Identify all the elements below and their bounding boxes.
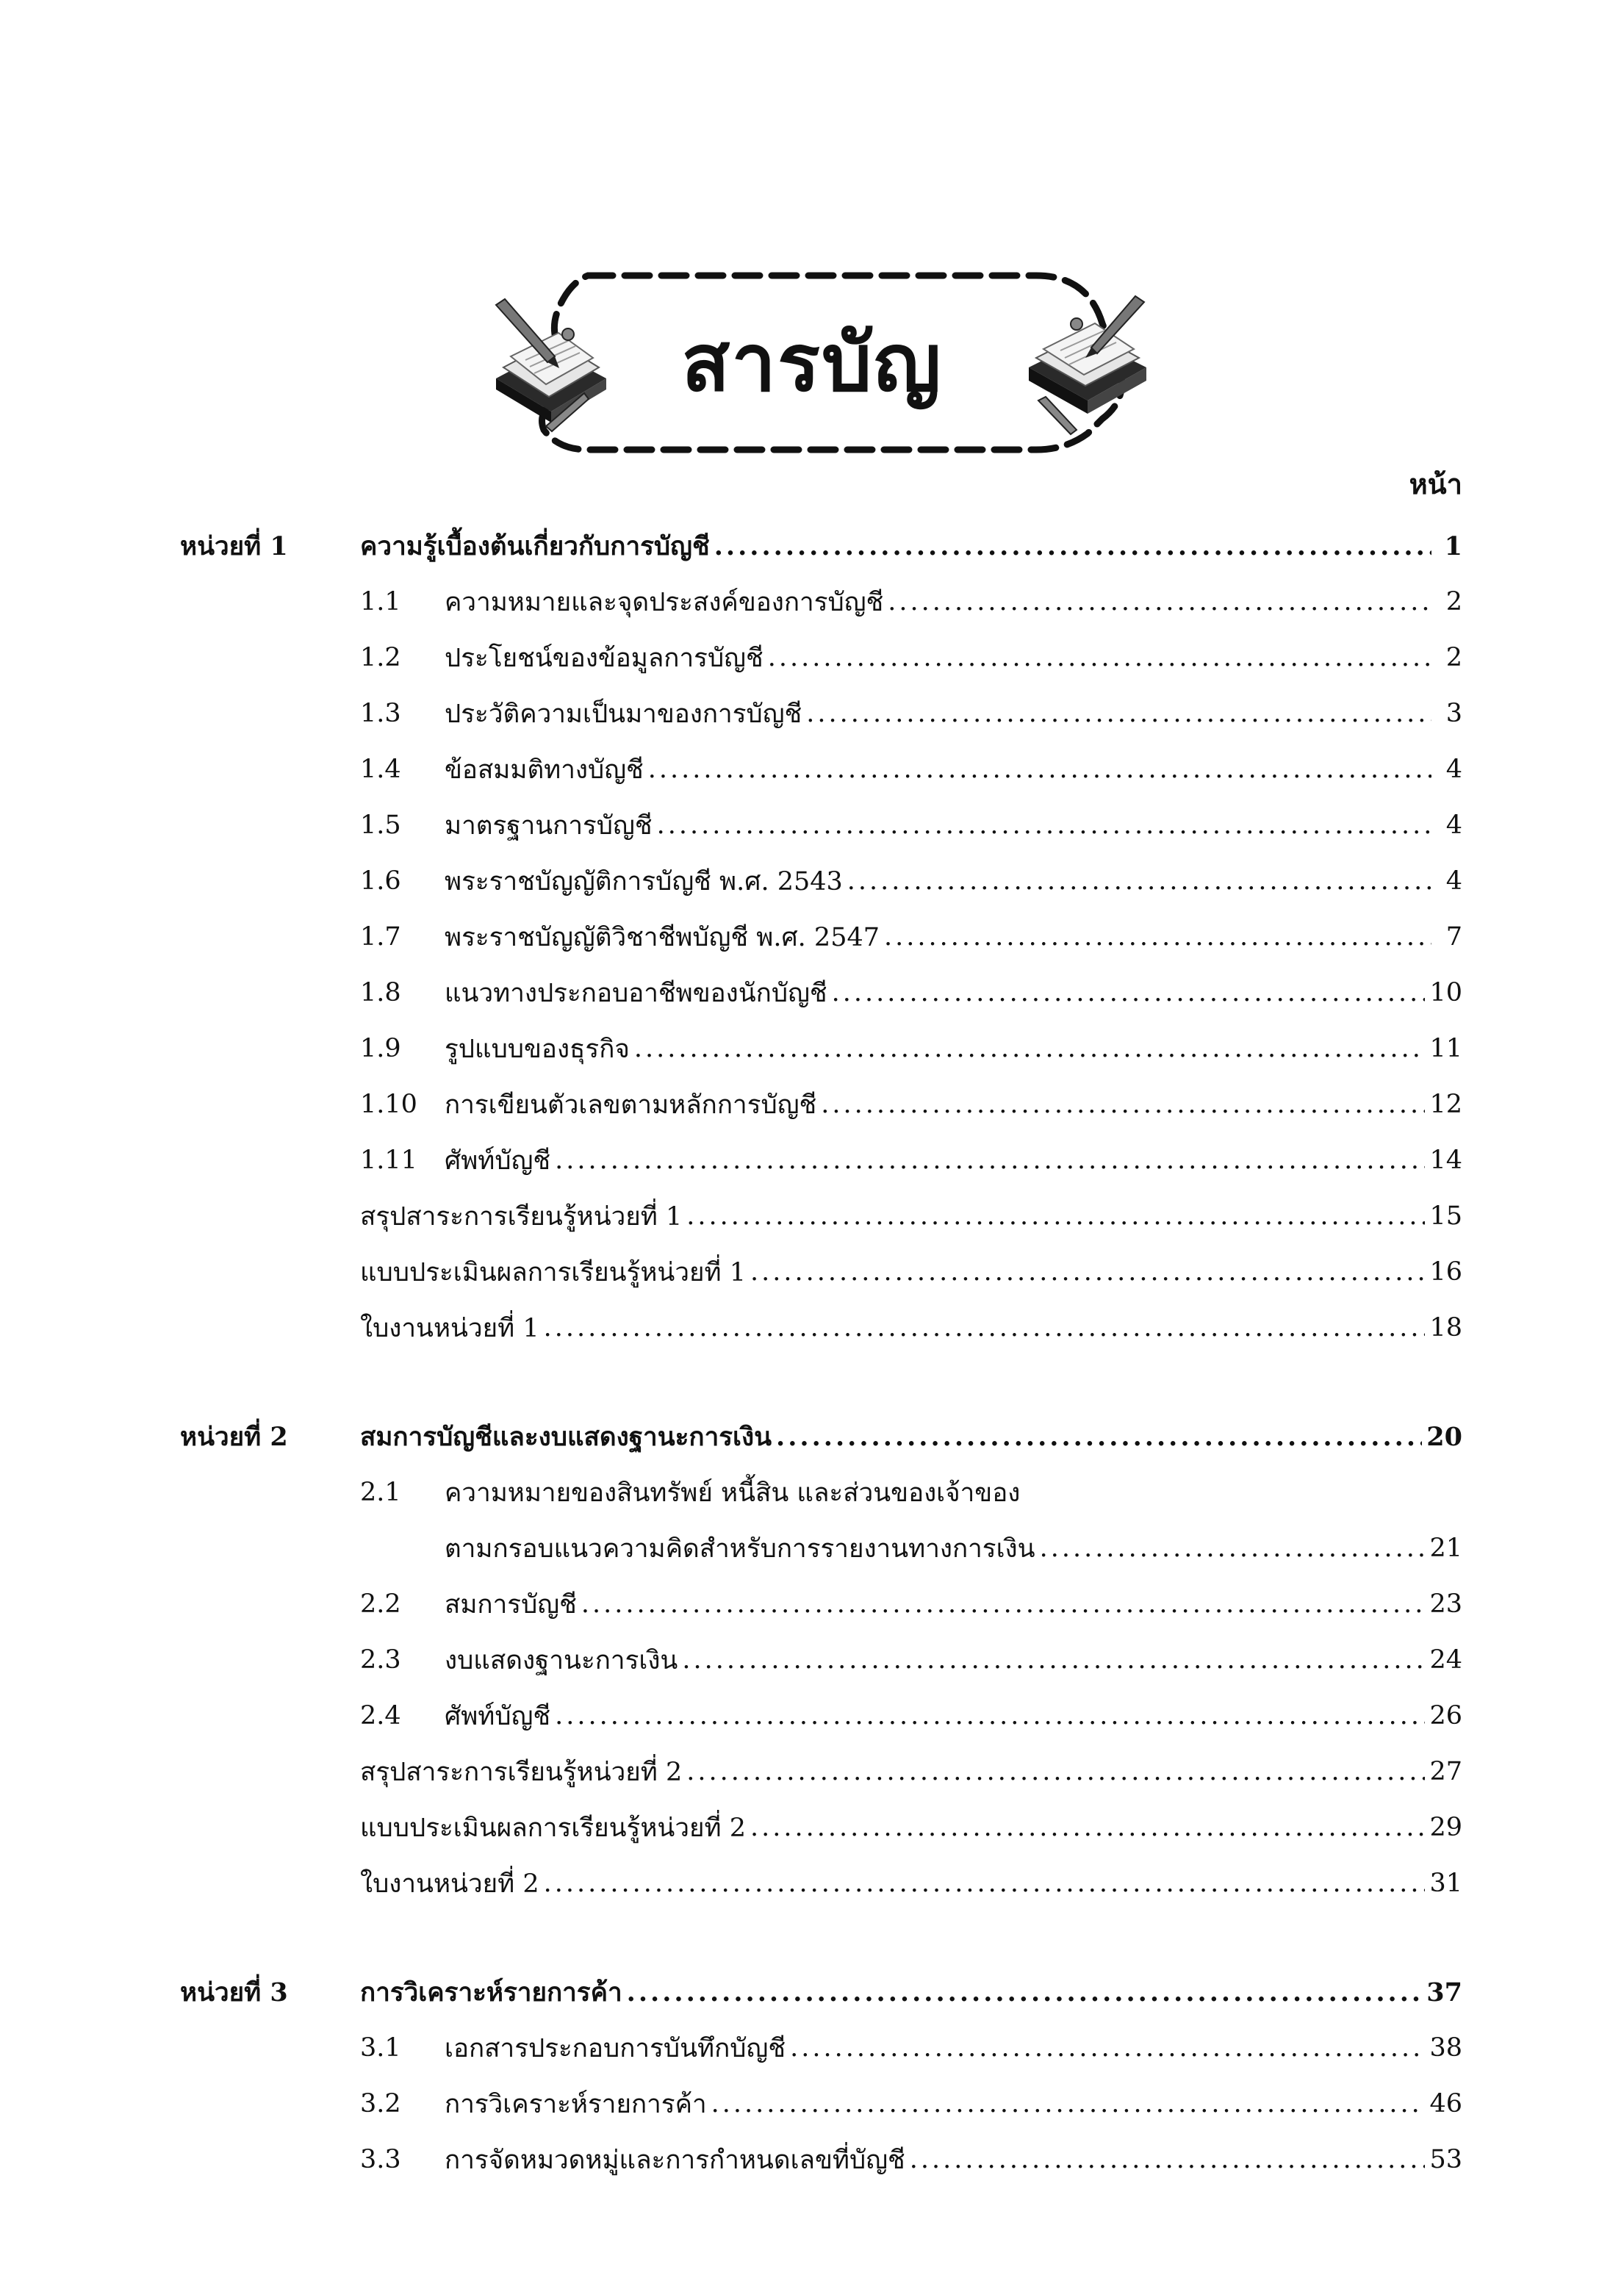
dot-leader — [544, 1313, 1426, 1343]
item-number: 2.1 — [360, 1478, 401, 1507]
page-number: 27 — [1429, 1757, 1462, 1786]
dot-leader — [648, 755, 1431, 784]
dot-leader — [682, 1645, 1425, 1675]
item-number: 3.3 — [360, 2145, 401, 2174]
dot-leader — [750, 1813, 1425, 1842]
page-number: 4 — [1445, 866, 1462, 896]
item-number: 1.7 — [360, 922, 401, 952]
toc-item[interactable] — [360, 636, 1462, 680]
dot-leader — [686, 1201, 1425, 1231]
toc-extra[interactable] — [360, 1306, 1462, 1350]
unit-title: ความรู้เบื้องต้นเกี่ยวกับการบัญชี — [360, 531, 710, 561]
toc-item[interactable] — [360, 1027, 1462, 1071]
item-number: 2.3 — [360, 1645, 401, 1675]
item-number: 1.1 — [360, 587, 401, 617]
page-number: 4 — [1445, 755, 1462, 784]
page-number: 31 — [1429, 1869, 1462, 1898]
page-number: 2 — [1445, 643, 1462, 672]
page-number: 14 — [1429, 1146, 1462, 1175]
item-title: แนวทางประกอบอาชีพของนักบัญชี — [445, 978, 827, 1008]
item-title: พระราชบัญญัติวิชาชีพบัญชี พ.ศ. 2547 — [445, 922, 880, 952]
page-number: 12 — [1429, 1090, 1462, 1119]
dot-leader — [711, 2089, 1426, 2118]
item-number: 2.4 — [360, 1701, 401, 1730]
item-title: การจัดหมวดหมู่และการกำหนดเลขที่บัญชี — [445, 2145, 905, 2175]
toc-extra[interactable] — [360, 1250, 1462, 1294]
toc-item[interactable] — [360, 1638, 1462, 1682]
item-number: 3.2 — [360, 2089, 401, 2118]
toc-extra[interactable] — [360, 1805, 1462, 1850]
toc-extra[interactable] — [360, 1861, 1462, 1905]
unit-title: การวิเคราะห์รายการค้า — [360, 1977, 622, 2008]
item-number: 2.2 — [360, 1589, 401, 1619]
toc-item[interactable] — [360, 1138, 1462, 1182]
page-number: 21 — [1429, 1534, 1462, 1563]
page-column-label: หน้า — [1409, 467, 1462, 500]
page-number: 37 — [1426, 1977, 1462, 2008]
page-number: 24 — [1429, 1645, 1462, 1675]
item-number: 1.6 — [360, 866, 401, 896]
unit-label: หน่วยที่ 1 — [180, 531, 288, 561]
toc-extra[interactable] — [360, 1194, 1462, 1238]
dot-leader — [686, 1757, 1425, 1786]
dot-leader — [910, 2145, 1426, 2174]
toc-banner — [0, 0, 1624, 485]
page-number: 29 — [1429, 1813, 1462, 1842]
dot-leader — [790, 2033, 1425, 2063]
dot-leader — [847, 866, 1431, 896]
page-number: 10 — [1429, 978, 1462, 1007]
item-title: ข้อสมมติทางบัญชี — [445, 755, 644, 785]
page-number: 26 — [1429, 1701, 1462, 1730]
page-number: 46 — [1429, 2089, 1462, 2118]
item-title: ความหมายของสินทรัพย์ หนี้สิน และส่วนของเจ้าของ — [445, 1478, 1021, 1508]
unit-title: สมการบัญชีและงบแสดงฐานะการเงิน — [360, 1421, 772, 1452]
dot-leader — [627, 1977, 1423, 2008]
item-title: การเขียนตัวเลขตามหลักการบัญชี — [445, 1090, 817, 1120]
dot-leader — [750, 1257, 1425, 1287]
toc-item[interactable] — [360, 1694, 1462, 1738]
item-number: 1.4 — [360, 755, 401, 784]
page-number: 11 — [1429, 1034, 1462, 1063]
page-number: 1 — [1444, 531, 1462, 561]
toc-unit-1[interactable] — [180, 524, 1462, 568]
toc-item[interactable] — [360, 747, 1462, 791]
dot-leader — [776, 1422, 1422, 1452]
toc-item[interactable] — [360, 691, 1462, 736]
page-number: 4 — [1445, 811, 1462, 840]
notebook-pen-icon-left — [481, 290, 610, 445]
page-number: 2 — [1445, 587, 1462, 617]
dot-leader — [544, 1869, 1426, 1898]
page-number: 23 — [1429, 1589, 1462, 1619]
toc-item[interactable] — [360, 1470, 1462, 1514]
unit-label: หน่วยที่ 3 — [180, 1977, 288, 2008]
page-number: 15 — [1429, 1201, 1462, 1231]
item-number: 1.3 — [360, 699, 401, 728]
item-number: 3.1 — [360, 2033, 401, 2063]
toc-item[interactable] — [360, 580, 1462, 624]
item-title: ศัพท์บัญชี — [445, 1146, 551, 1176]
item-title: สมการบัญชี — [445, 1589, 577, 1620]
toc-extra[interactable] — [360, 1750, 1462, 1794]
dot-leader — [832, 978, 1426, 1007]
dot-leader — [806, 699, 1431, 728]
extra-title: ใบงานหน่วยที่ 1 — [360, 1313, 539, 1343]
extra-title: สรุปสาระการเรียนรู้หน่วยที่ 1 — [360, 1201, 683, 1232]
item-title: รูปแบบของธุรกิจ — [445, 1034, 630, 1064]
dashed-frame — [0, 0, 1624, 485]
item-title: ประวัติความเป็นมาของการบัญชี — [445, 699, 802, 729]
toc-unit-2[interactable] — [180, 1415, 1462, 1459]
page-number: 16 — [1429, 1257, 1462, 1287]
page-number: 7 — [1445, 922, 1462, 952]
toc-item[interactable] — [360, 1082, 1462, 1126]
extra-title: สรุปสาระการเรียนรู้หน่วยที่ 2 — [360, 1757, 683, 1787]
toc-unit-3[interactable] — [180, 1970, 1462, 2014]
page-number: 53 — [1429, 2145, 1462, 2174]
dot-leader — [657, 811, 1431, 840]
toc-item[interactable] — [360, 2138, 1462, 2182]
dot-leader — [884, 922, 1431, 952]
toc-item[interactable] — [360, 915, 1462, 959]
dot-leader — [888, 587, 1431, 617]
dot-leader — [821, 1090, 1425, 1119]
unit-label: หน่วยที่ 2 — [180, 1421, 288, 1452]
item-title: การวิเคราะห์รายการค้า — [445, 2089, 707, 2119]
dot-leader — [714, 531, 1431, 561]
extra-title: แบบประเมินผลการเรียนรู้หน่วยที่ 2 — [360, 1813, 746, 1843]
item-title: ความหมายและจุดประสงค์ของการบัญชี — [445, 587, 884, 617]
page-number: 18 — [1429, 1313, 1462, 1343]
toc-item[interactable] — [360, 859, 1462, 903]
item-number: 1.5 — [360, 811, 401, 840]
item-title: ประโยชน์ของข้อมูลการบัญชี — [445, 643, 764, 673]
item-title: ศัพท์บัญชี — [445, 1701, 551, 1731]
toc-title: สารบัญ — [681, 317, 943, 409]
item-title-continued: ตามกรอบแนวความคิดสำหรับการรายงานทางการเงิน — [445, 1534, 1035, 1564]
toc-item[interactable] — [360, 803, 1462, 847]
dot-leader — [555, 1701, 1425, 1730]
extra-title: แบบประเมินผลการเรียนรู้หน่วยที่ 1 — [360, 1257, 746, 1287]
item-number: 1.11 — [360, 1146, 417, 1175]
toc-item[interactable] — [360, 2026, 1462, 2070]
page-number: 3 — [1445, 699, 1462, 728]
page-number: 20 — [1426, 1421, 1462, 1452]
dot-leader — [768, 643, 1431, 672]
item-title: พระราชบัญญัติการบัญชี พ.ศ. 2543 — [445, 866, 843, 896]
dot-leader — [581, 1589, 1426, 1619]
item-number: 1.8 — [360, 978, 401, 1007]
item-title: งบแสดงฐานะการเงิน — [445, 1645, 678, 1675]
item-number: 1.9 — [360, 1034, 401, 1063]
toc-item[interactable] — [360, 2082, 1462, 2126]
notebook-pen-icon-right — [1025, 290, 1154, 445]
item-title: มาตรฐานการบัญชี — [445, 811, 653, 841]
toc-item-continuation[interactable] — [360, 1526, 1462, 1570]
dot-leader — [1040, 1534, 1426, 1563]
dot-leader — [634, 1034, 1426, 1063]
toc-item[interactable] — [360, 971, 1462, 1015]
page-number: 38 — [1429, 2033, 1462, 2063]
item-title: เอกสารประกอบการบันทึกบัญชี — [445, 2033, 786, 2063]
dot-leader — [555, 1146, 1425, 1175]
toc-item[interactable] — [360, 1582, 1462, 1626]
extra-title: ใบงานหน่วยที่ 2 — [360, 1869, 539, 1899]
item-number: 1.10 — [360, 1090, 417, 1119]
item-number: 1.2 — [360, 643, 401, 672]
